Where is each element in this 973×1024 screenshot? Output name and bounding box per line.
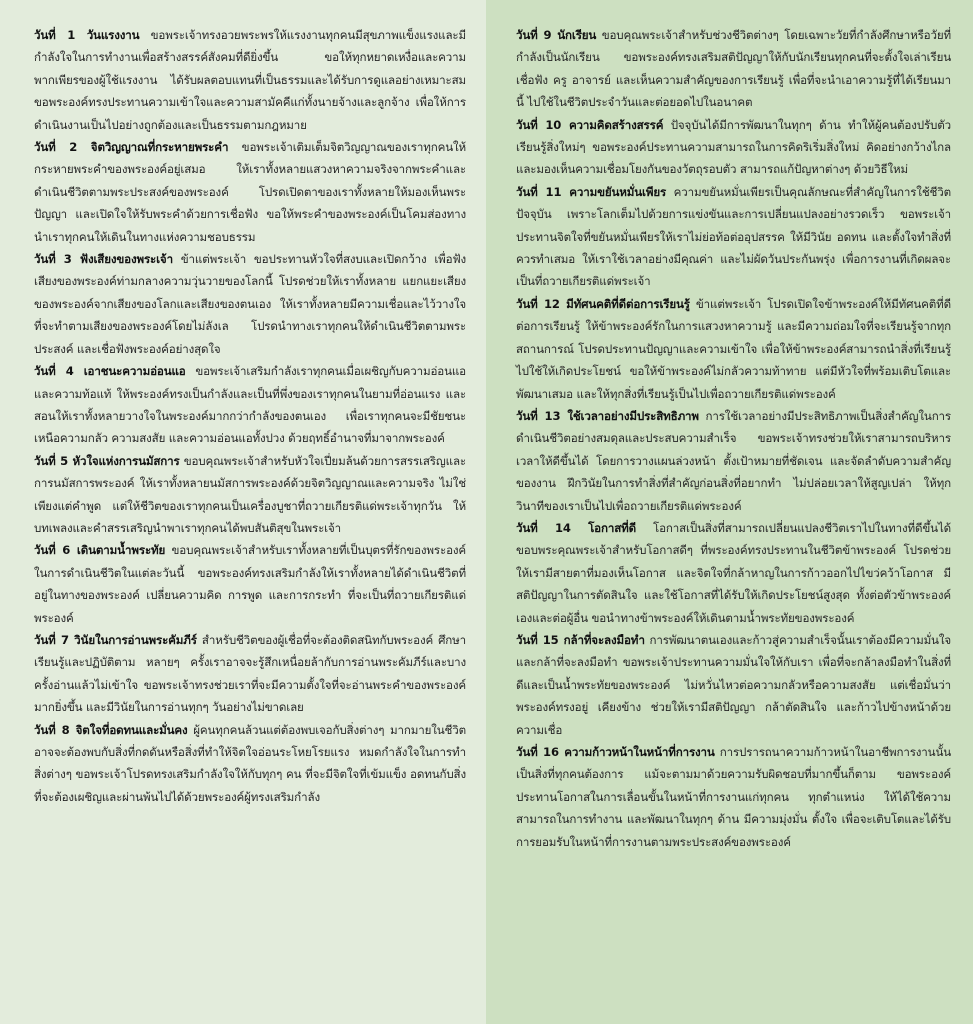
prayer-entry xyxy=(34,248,466,360)
prayer-entry xyxy=(34,136,466,248)
prayer-entry xyxy=(34,539,466,629)
entry-body: ความขยันหมั่นเพียรเป็นคุณลักษณะที่สำคัญในการใช้ชีวิตปัจจุบัน เพราะโลกเต็มไปด้วยการแข่งขันและการเปลี่ยนแปลงอย่างรวดเร็ว ขอพระเจ้าประทานจิตใจที่ขยันหมั่นเพียรให้เราไม่ย่อท้อต่ออุปสรรค ให้มีวินัย อดทน และตั้งใจทำสิ่งที่ควรทำเสมอ ให้เราใช้เวลาอย่างมีคุณค่า และไม่ผัดวันประกันพรุ่ง เพื่อการงานที่เกิดผลจะเป็นที่ถวายเกียรติแด่พระเจ้า xyxy=(516,184,951,289)
right-column xyxy=(486,0,973,1024)
prayer-entry xyxy=(516,293,951,405)
entry-title: วันที่ 1 วันแรงงาน xyxy=(34,28,140,42)
entry-title: วันที่ 10 ความคิดสร้างสรรค์ xyxy=(516,117,664,132)
entry-body: ข้าแต่พระเจ้า โปรดเปิดใจข้าพระองค์ให้มีทัศนคติที่ดีต่อการเรียนรู้ ให้ข้าพระองค์รักในการแสวงหาความรู้ และมีความถ่อมใจที่จะเรียนรู้จากทุกสถานการณ์ โปรดประทานปัญญาและความเข้าใจ เพื่อให้ข้าพระองค์สามารถนำสิ่งที่เรียนรู้ไปใช้ให้เกิดประโยชน์ ขอให้ข้าพระองค์ไม่กลัวความท้าทาย แต่มีหัวใจที่พร้อมเติบโตและพัฒนาเสมอ และให้ทุกสิ่งที่เรียนรู้เป็นไปเพื่อถวายเกียรติแด่พระองค์ xyxy=(516,296,951,401)
entry-title: วันที่ 3 ฟังเสียงของพระเจ้า xyxy=(34,252,173,267)
entry-body: ขอพระเจ้าทรงอวยพระพรให้แรงงานทุกคนมีสุขภาพแข็งแรงและมีกำลังใจในการทำงานเพื่อสร้างสรรค์สังคมที่ดียิ่งขึ้น ขอให้ทุกหยาดเหงื่อและความพากเพียรของผู้ใช้แรงงาน ได้รับผลตอบแทนที่เป็นธรรมและได้รับการดูแลอย่างเหมาะสม ขอพระองค์ทรงประทานความเข้าใจและความสามัคคีแก่ทั้งนายจ้างและลูกจ้าง เพื่อให้การดำเนินงานเป็นไปอย่างถูกต้องและเป็นธรรมตามกฎหมาย xyxy=(34,28,466,132)
entry-title: วันที่ 9 นักเรียน xyxy=(516,28,597,42)
prayer-entry xyxy=(516,24,951,114)
entry-body: ข้าแต่พระเจ้า ขอประทานหัวใจที่สงบและเปิดกว้าง เพื่อฟังเสียงของพระองค์ท่ามกลางความวุ่นวายของโลกนี้ โปรดช่วยให้เราทั้งหลาย แยกแยะเสียงของพระองค์จากเสียงของโลกและเสียงของตนเอง ให้เราทั้งหลายมีความเชื่อและไว้วางใจ ที่จะทำตามเสียงของพระองค์โดยไม่ลังเล โปรดนำทางเราทุกคนให้ดำเนินชีวิตตามพระประสงค์ และเชื่อฟังพระองค์อย่างสุดใจ xyxy=(34,252,467,356)
entry-body: ขอบคุณพระเจ้าสำหรับช่วงชีวิตต่างๆ โดยเฉพาะวัยที่กำลังศึกษาหรือวัยที่กำลังเป็นนักเรียน ขอพระองค์ทรงเสริมสติปัญญาให้กับนักเรียนทุกคนที่จะตั้งใจเล่าเรียน เชื่อฟัง ครู อาจารย์ และเห็นความสำคัญของการเรียนรู้ เพื่อที่จะนำเอาความรู้ที่ได้เรียนมานี้ ไปใช้ในชีวิตประจำวันและต่อยอดไปในอนาคต xyxy=(516,28,951,110)
left-column xyxy=(0,0,486,1024)
entry-title: วันที่ 11 ความขยันหมั่นเพียร xyxy=(516,184,667,199)
entry-title: วันที่ 12 มีทัศนคติที่ดีต่อการเรียนรู้ xyxy=(516,296,690,311)
entry-title: วันที่ 8 จิตใจที่อดทนและมั่นคง xyxy=(34,722,188,737)
prayer-entry xyxy=(516,181,951,293)
entry-title: วันที่ 13 ใช้เวลาอย่างมีประสิทธิภาพ xyxy=(516,408,699,423)
entry-body: ผู้คนทุกคนล้วนแต่ต้องพบเจอกับสิ่งต่างๆ มากมายในชีวิต อาจจะต้องพบกับสิ่งที่กดดันหรือสิ่งที่ทำให้จิตใจอ่อนระโหยโรยแรง หมดกำลังใจในการทำสิ่งต่างๆ ขอพระเจ้าโปรดทรงเสริมกำลังใจให้กับทุกๆ คน ที่จะมีจิตใจที่เข้มแข็ง อดทนกับสิ่งที่จะต้องเผชิญและผ่านพ้นไปได้ด้วยพระองค์ผู้ทรงเสริมกำลัง xyxy=(34,722,466,804)
prayer-entry xyxy=(516,405,951,517)
entry-body: การใช้เวลาอย่างมีประสิทธิภาพเป็นสิ่งสำคัญในการดำเนินชีวิตอย่างสมดุลและประสบความสำเร็จ ขอพระเจ้าทรงช่วยให้เราสามารถบริหารเวลาให้ดีขึ้นได้ โดยการวางแผนล่วงหน้า ตั้งเป้าหมายที่ชัดเจน และจัดลำดับความสำคัญของงาน ฝึกวินัยในการทำสิ่งที่สำคัญก่อนสิ่งที่อยากทำ ไม่ปล่อยเวลาให้สูญเปล่า ให้ทุกวินาทีของเราเป็นไปเพื่อถวายเกียรติแด่พระองค์ xyxy=(516,408,951,513)
entry-body: สำหรับชีวิตของผู้เชื่อที่จะต้องติดสนิทกับพระองค์ ศึกษาเรียนรู้และปฏิบัติตาม หลายๆ ครั้งเราอาจจะรู้สึกเหนื่อยล้ากับการอ่านพระคัมภีร์และบางครั้งอ่านแล้วไม่เข้าใจ ขอพระเจ้าทรงช่วยเราที่จะมีความตั้งใจที่จะอ่านพระคำของพระองค์มากยิ่งขึ้น และมีวินัยในการอ่านทุกๆ วันอย่างไม่ขาดเลย xyxy=(34,632,466,715)
prayer-entry xyxy=(516,629,951,741)
prayer-entry xyxy=(34,24,466,136)
entry-body: ขอพระเจ้าเติมเต็มจิตวิญญาณของเราทุกคนให้กระหายพระคำของพระองค์อยู่เสมอ ให้เราทั้งหลายแสวงหาความจริงจากพระคำและดำเนินชีวิตตามพระประสงค์ของพระองค์ โปรดเปิดตาของเราทั้งหลายให้มองเห็นพระปัญญา และเปิดใจให้รับพระคำด้วยการเชื่อฟัง ขอให้พระคำของพระองค์เป็นโคมส่องทาง นำเราทุกคนให้เดินในทางแห่งความชอบธรรม xyxy=(34,140,466,244)
entry-body: ขอพระเจ้าเสริมกำลังเราทุกคนเมื่อเผชิญกับความอ่อนแอและความท้อแท้ ให้พระองค์ทรงเป็นกำลังและเป็นที่พึ่งของเราทุกคนในยามที่อ่อนแรง และสอนให้เราทั้งหลายวางใจในพระองค์มากกว่ากำลังของตนเอง เพื่อเราทุกคนจะมีชัยชนะเหนือความกลัว ความสงสัย และความอ่อนแอทั้งปวง ด้วยฤทธิ์อำนาจที่มาจากพระองค์ xyxy=(34,364,466,446)
entry-body: โอกาสเป็นสิ่งที่สามารถเปลี่ยนแปลงชีวิตเราไปในทางที่ดีขึ้นได้ ขอบพระคุณพระเจ้าสำหรับโอกาสดีๆ ที่พระองค์ทรงประทานในชีวิตข้าพระองค์ โปรดช่วยให้เรามีสายตาที่มองเห็นโอกาส และจิตใจที่กล้าหาญในการก้าวออกไปไขว่คว้าโอกาส มีสติปัญญาในการตัดสินใจ และใช้โอกาสที่ได้รับให้เกิดประโยชน์สูงสุด ทั้งต่อตัวข้าพระองค์เองและต่อผู้อื่น ขอนำทางข้าพระองค์ให้เดินตามน้ำพระทัยของพระองค์ xyxy=(516,520,951,625)
prayer-entry xyxy=(34,719,466,809)
prayer-entry xyxy=(516,114,951,181)
entry-body: ขอบคุณพระเจ้าสำหรับหัวใจเปี่ยมล้นด้วยการสรรเสริญและการนมัสการพระองค์ ให้เราทั้งหลายนมัสการพระองค์ด้วยจิตวิญญาณและความจริง ไม่ใช่เพียงแต่คำพูด แต่ให้ชีวิตของเราทุกคนเป็นเครื่องบูชาที่ถวายเกียรติแด่พระเจ้าทุกวัน ให้บทเพลงและคำสรรเสริญนำพาเราทุกคนได้พบสันติสุขในพระเจ้า xyxy=(34,453,466,535)
prayer-entry xyxy=(516,517,951,629)
entry-title: วันที่ 2 จิตวิญญาณที่กระหายพระคำ xyxy=(34,140,229,155)
entry-title: วันที่ 15 กล้าที่จะลงมือทำ xyxy=(516,632,645,647)
entry-title: วันที่ 6 เดินตามน้ำพระทัย xyxy=(34,543,166,558)
entry-title: วันที่ 4 เอาชนะความอ่อนแอ xyxy=(34,364,186,379)
entry-body: การพัฒนาตนเองและก้าวสู่ความสำเร็จนั้นเราต้องมีความมั่นใจและกล้าที่จะลงมือทำ ขอพระเจ้าประทานความมั่นใจให้กับเรา เพื่อที่จะกล้าลงมือทำในสิ่งที่ดีและเป็นน้ำพระทัยของพระองค์ ไม่หวั่นไหวต่อความกลัวหรือความสงสัย แต่เชื่อมั่นว่าพระองค์ทรงอยู่ เคียงข้าง ช่วยให้เรามีสติปัญญา กล้าตัดสินใจ และก้าวไปข้างหน้าด้วยความเชื่อ xyxy=(516,632,951,737)
entry-title: วันที่ 14 โอกาสที่ดี xyxy=(516,520,637,535)
entry-body: ปัจจุบันได้มีการพัฒนาในทุกๆ ด้าน ทำให้ผู้คนต้องปรับตัวเรียนรู้สิ่งใหม่ๆ ขอพระองค์ประทานความสามารถในการคิดริเริ่มสิ่งใหม่ คิดอย่างกว้างไกล และมองเห็นความเชื่อมโยงกันของวัตถุรอบตัว สามารถแก้ปัญหาต่างๆ ด้วยวิธีใหม่ xyxy=(516,117,951,177)
entry-title: วันที่ 16 ความก้าวหน้าในหน้าที่การงาน xyxy=(516,745,715,759)
entry-title: วันที่ 7 วินัยในการอ่านพระคัมภีร์ xyxy=(34,632,197,647)
entry-body: การปรารถนาความก้าวหน้าในอาชีพการงานนั้นเป็นสิ่งที่ทุกคนต้องการ แม้จะตามมาด้วยความรับผิดชอบที่มากขึ้นก็ตาม ขอพระองค์ประทานโอกาสในการเลื่อนขั้นในหน้าที่การงานแก่ทุกคน ทุกตำแหน่ง ให้ได้ใช้ความสามารถในการทำงาน และพัฒนาในทุกๆ ด้าน มีความมุ่งมั่น ตั้งใจ เพื่อจะเติบโตและได้รับการยอมรับในหน้าที่การงานตามพระประสงค์ของพระองค์ xyxy=(516,745,951,849)
entry-body: ขอบคุณพระเจ้าสำหรับเราทั้งหลายที่เป็นบุตรที่รักของพระองค์ ในการดำเนินชีวิตในแต่ละวันนี้ ขอพระองค์ทรงเสริมกำลังให้เราทั้งหลายได้ดำเนินชีวิตที่อยู่ในทางของพระองค์ เปลี่ยนความคิด การพูด และการกระทำ ที่จะเป็นที่ถวายเกียรติแด่พระองค์ xyxy=(34,543,466,625)
prayer-entry xyxy=(516,741,951,853)
prayer-entry xyxy=(34,629,466,719)
prayer-entry xyxy=(34,450,466,540)
prayer-entry xyxy=(34,360,466,450)
entry-title: วันที่ 5 หัวใจแห่งการนมัสการ xyxy=(34,453,180,468)
